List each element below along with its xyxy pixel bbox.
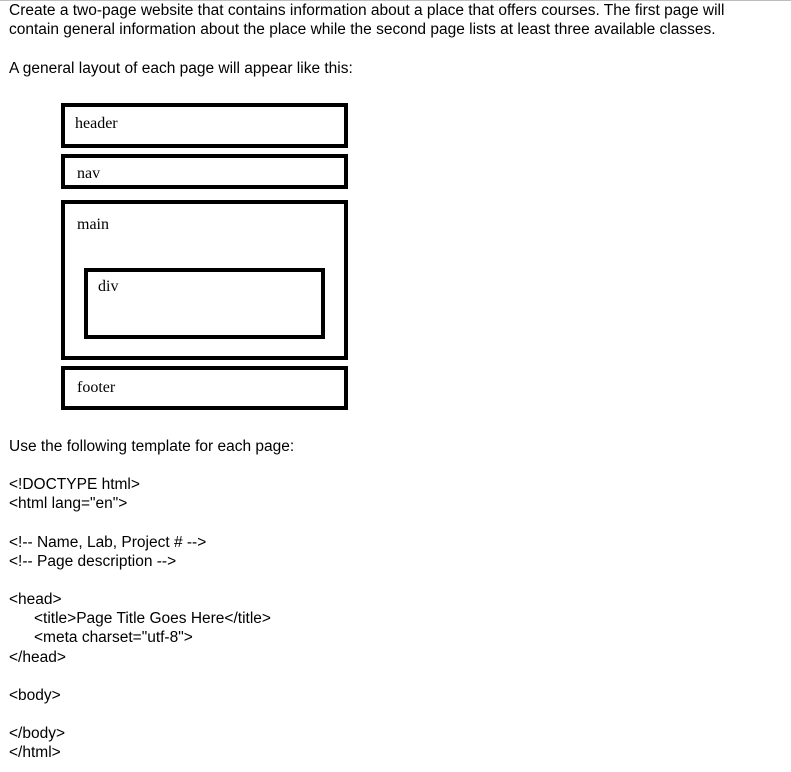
nav-label: nav xyxy=(77,165,101,182)
instructions-line-2: contain general information about the place while the second page lists at least three available classes. xyxy=(9,21,716,38)
div-label: div xyxy=(98,278,119,295)
code-head-open: <head> xyxy=(9,591,62,608)
template-intro: Use the following template for each page: xyxy=(9,438,295,455)
code-body-close: </body> xyxy=(9,725,66,742)
layout-intro: A general layout of each page will appear like this: xyxy=(9,60,353,77)
code-html-open: <html lang="en"> xyxy=(9,495,128,512)
code-comment-description: <!-- Page description --> xyxy=(9,553,177,570)
code-meta: <meta charset="utf-8"> xyxy=(34,629,193,646)
code-html-close: </html> xyxy=(9,744,61,761)
div-box xyxy=(84,268,325,339)
code-comment-name: <!-- Name, Lab, Project # --> xyxy=(9,534,207,551)
instructions-line-1: Create a two-page website that contains information about a place that offers courses. The first page will xyxy=(9,2,725,19)
main-label: main xyxy=(77,216,109,233)
code-title: <title>Page Title Goes Here</title> xyxy=(34,610,271,627)
code-body-open: <body> xyxy=(9,687,61,704)
code-head-close: </head> xyxy=(9,649,66,666)
footer-box xyxy=(61,366,348,410)
footer-label: footer xyxy=(77,379,116,396)
nav-box xyxy=(61,154,348,189)
header-label: header xyxy=(75,115,118,132)
header-box xyxy=(61,103,348,148)
code-doctype: <!DOCTYPE html> xyxy=(9,476,140,493)
